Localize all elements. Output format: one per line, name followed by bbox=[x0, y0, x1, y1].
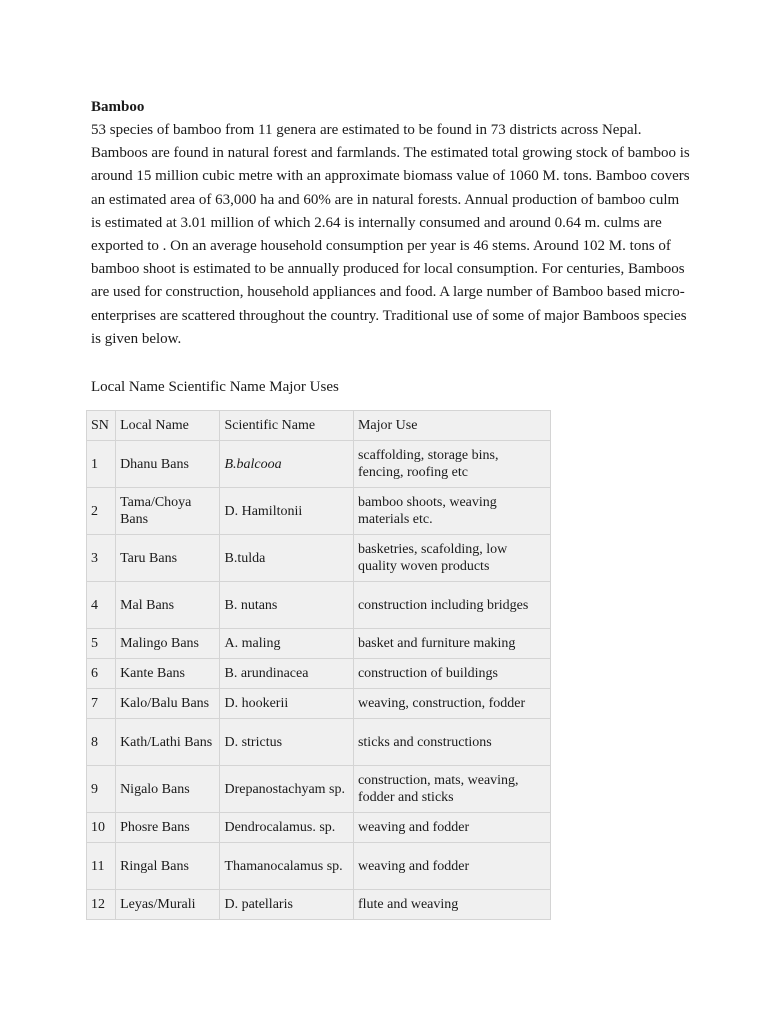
table-row bbox=[87, 659, 551, 689]
cell-local-name: Malingo Bans bbox=[116, 629, 220, 659]
cell-local-name: Ringal Bans bbox=[116, 843, 220, 890]
cell-sn: 3 bbox=[87, 535, 116, 582]
cell-sn: 11 bbox=[87, 843, 116, 890]
cell-local-name: Leyas/Murali bbox=[116, 890, 220, 920]
table-row bbox=[87, 629, 551, 659]
cell-scientific-name: Dendrocalamus. sp. bbox=[220, 813, 353, 843]
cell-local-name: Tama/Choya Bans bbox=[116, 488, 220, 535]
cell-local-name: Kalo/Balu Bans bbox=[116, 689, 220, 719]
cell-scientific-name bbox=[220, 441, 353, 488]
cell-scientific-name: D. Hamiltonii bbox=[220, 488, 353, 535]
header-major-use: Major Use bbox=[353, 411, 550, 441]
cell-major-use: basket and furniture making bbox=[353, 629, 550, 659]
section-heading: Bamboo bbox=[91, 99, 145, 115]
table-row bbox=[87, 441, 551, 488]
cell-scientific-name: Drepanostachyam sp. bbox=[220, 766, 353, 813]
cell-major-use: weaving, construction, fodder bbox=[353, 689, 550, 719]
cell-major-use: construction, mats, weaving, fodder and sticks bbox=[353, 766, 550, 813]
cell-sn: 10 bbox=[87, 813, 116, 843]
scientific-name-italic: B.balcooa bbox=[224, 456, 282, 472]
cell-local-name: Kante Bans bbox=[116, 659, 220, 689]
header-local-name: Local Name bbox=[116, 411, 220, 441]
header-sn: SN bbox=[87, 411, 116, 441]
cell-scientific-name: B. arundinacea bbox=[220, 659, 353, 689]
table-header-row bbox=[87, 411, 551, 441]
cell-scientific-name: Thamanocalamus sp. bbox=[220, 843, 353, 890]
cell-major-use: weaving and fodder bbox=[353, 813, 550, 843]
cell-major-use: scaffolding, storage bins, fencing, roofing etc bbox=[353, 441, 550, 488]
header-scientific-name: Scientific Name bbox=[220, 411, 353, 441]
table-row bbox=[87, 582, 551, 629]
cell-major-use: construction including bridges bbox=[353, 582, 550, 629]
cell-sn: 2 bbox=[87, 488, 116, 535]
cell-sn: 4 bbox=[87, 582, 116, 629]
cell-scientific-name: D. strictus bbox=[220, 719, 353, 766]
table-row bbox=[87, 689, 551, 719]
cell-major-use: construction of buildings bbox=[353, 659, 550, 689]
table-row bbox=[87, 719, 551, 766]
cell-local-name: Dhanu Bans bbox=[116, 441, 220, 488]
cell-sn: 1 bbox=[87, 441, 116, 488]
bamboo-species-table bbox=[86, 410, 551, 920]
cell-sn: 12 bbox=[87, 890, 116, 920]
intro-paragraph: 53 species of bamboo from 11 genera are estimated to be found in 73 districts across Nepal. Bamboos are found in natural forest and farmlands. The estimated total growing stock of bamboo is around 15 million cubic metre with an approximate biomass value of 1060 M. tons. Bamboo covers an estimated area of 63,000 ha and 60% are in natural forests. Annual production of bamboo culm is estimated at 3.01 million of which 2.64 is internally consumed and around 0.64 m. culms are exported to . On an average household consumption per year is 46 stems. Around 102 M. tons of bamboo shoot is estimated to be annually produced for local consumption. For centuries, Bamboos are used for construction, household appliances and food. A large number of Bamboo based micro-enterprises are scattered throughout the country. Traditional use of some of major Bamboos species is given below. bbox=[91, 122, 690, 347]
cell-major-use: basketries, scafolding, low quality woven products bbox=[353, 535, 550, 582]
table-row bbox=[87, 488, 551, 535]
table-row bbox=[87, 843, 551, 890]
cell-sn: 7 bbox=[87, 689, 116, 719]
cell-major-use: weaving and fodder bbox=[353, 843, 550, 890]
table-row bbox=[87, 813, 551, 843]
cell-major-use: sticks and constructions bbox=[353, 719, 550, 766]
cell-scientific-name: B. nutans bbox=[220, 582, 353, 629]
cell-sn: 6 bbox=[87, 659, 116, 689]
cell-major-use: bamboo shoots, weaving materials etc. bbox=[353, 488, 550, 535]
cell-local-name: Nigalo Bans bbox=[116, 766, 220, 813]
cell-local-name: Phosre Bans bbox=[116, 813, 220, 843]
cell-major-use: flute and weaving bbox=[353, 890, 550, 920]
cell-local-name: Mal Bans bbox=[116, 582, 220, 629]
table-row bbox=[87, 766, 551, 813]
table-row bbox=[87, 890, 551, 920]
cell-scientific-name: D. hookerii bbox=[220, 689, 353, 719]
cell-sn: 8 bbox=[87, 719, 116, 766]
table-row bbox=[87, 535, 551, 582]
cell-local-name: Taru Bans bbox=[116, 535, 220, 582]
cell-sn: 5 bbox=[87, 629, 116, 659]
cell-scientific-name: A. maling bbox=[220, 629, 353, 659]
table-caption: Local Name Scientific Name Major Uses bbox=[91, 379, 339, 396]
cell-scientific-name: D. patellaris bbox=[220, 890, 353, 920]
cell-scientific-name: B.tulda bbox=[220, 535, 353, 582]
cell-sn: 9 bbox=[87, 766, 116, 813]
cell-local-name: Kath/Lathi Bans bbox=[116, 719, 220, 766]
document-body bbox=[91, 96, 691, 399]
